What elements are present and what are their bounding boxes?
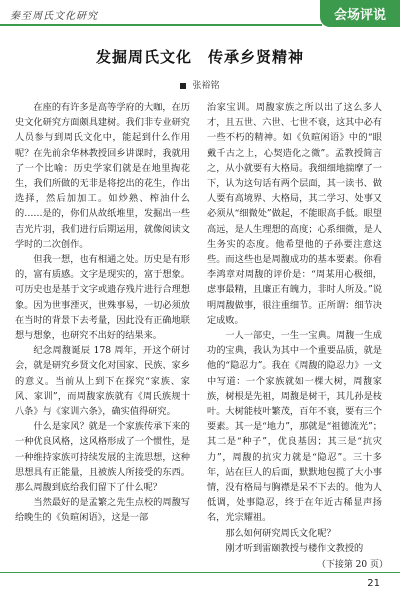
paragraph: 但我一想，也有相通之处。历史是有形的，富有质感。文字是现实的，富于想象。可历史也是基于文字或遗存残片进行合理想象。因为世事湮灭，世殊事易，一切必须放在当时的背景下去考量，因此没有正确地联想与想象，也研究不出好的结果来。: [15, 254, 190, 342]
author-line: [0, 78, 400, 91]
paragraph: 那么如何研究周氏文化呢？: [225, 527, 336, 539]
section-tab: 会场评说: [320, 0, 400, 27]
author-name: 张裕铭: [192, 81, 220, 91]
paragraph: 在座的有许多是高等学府的大咖，在历史文化研究方面颇具建树。我们非专业研究人员参与到周氏文化中，能起到什么作用呢？在先前余华林教授回乡讲课时，我就用了一个比喻：历史学家们就是在地里掏花生，我们所做的无非是将挖出的花生，作出选择，然后加加工。如炒熟、榨油什么的……是的，你们从故纸堆里，发掘出一些吉光片羽，我们进行后期运用，就像阅读文学时的二次创作。: [15, 102, 190, 250]
right-column: [207, 100, 382, 556]
paragraph: 治家宝训。周馥家族之所以出了这么多人才，且五世、六世、七世不衰，这其中必有一些不朽的精神。如《负暄闲语》中的“眼戴千古之上，心契造化之微”。孟教授简言之，从小就要有大格局。我细细地揣摩了一下，认为这句话有两个层面，其一读书、做人要有高境界、大格局，其二学习、处事又必须从“细微处”做起，不能眼高手低。眼望高远，是人生理想的高度；心系细微，是人生务实的态度。他希望他的子孙要注意这些。而这些也是周馥成功的基本要素。你看李鸿章对周馥的评价是：“周某用心极细，虑事最精，且廉正有魄力，非时人所及。”说明周馥做事，很注重细节。正所谓：细节决定成败。: [207, 102, 382, 326]
paragraph: 纪念周馥诞辰 178 周年，开这个研讨会，就是研究乡贤文化对国家、民族、家乡的意义。当前从上到下在探究“家族、家风、家训”，而周馥家族就有《周氏族规十八条》与《家训六条》，确实值得研究。: [15, 345, 190, 418]
article-title: 发掘周氏文化 传承乡贤精神: [95, 48, 304, 66]
paragraph: 一人一部史，一生一宝典。周馥一生成功的宝典，我认为其中一个重要品质，就是他的“隐忍力”。我在《周馥的隐忍力》一文中写道：一个家族就如一棵大树，周馥家族，树根是先祖，周馥是树干，其儿孙是枝叶。大树能枝叶繁茂，百年不衰，要有三个要素。其一是“地力”，那就是“祖德流光”；其二是“种子”，优良基因；其三是“抗灾力”，周馥的抗灾力就是“隐忍”。三十多年，站在巨人的后面，默默地包揽了大小事情，没有格局与胸襟是呆不下去的。他为人低调，处事隐忍，终于在年近古稀显声扬名，光宗耀祖。: [207, 330, 382, 524]
page-header: [0, 0, 400, 30]
paragraph: 刚才听到雷颐教授与楼作文教授的: [225, 542, 364, 554]
footer-rule: [0, 572, 400, 573]
header-rule: [0, 24, 322, 26]
continue-note: （下接第 20 页）: [316, 560, 388, 570]
left-column: [15, 100, 190, 526]
page-number: 21: [367, 578, 380, 589]
paragraph: 什么是家风？就是一个家族传承下来的一种优良风格，这风格形成了一个惯性，是一种维持家族可持续发展的主流思想，这种思想具有正能量，且被族人所接受的东西。那么周馥到底给我们留下了什么呢？: [15, 421, 190, 494]
author-marker-icon: [180, 83, 186, 89]
journal-name: 秦至周氏文化研究: [10, 11, 98, 22]
paragraph: 当然最好的是孟繁之先生点校的周馥写给晚生的《负暄闲语》，这是一部: [15, 497, 190, 524]
